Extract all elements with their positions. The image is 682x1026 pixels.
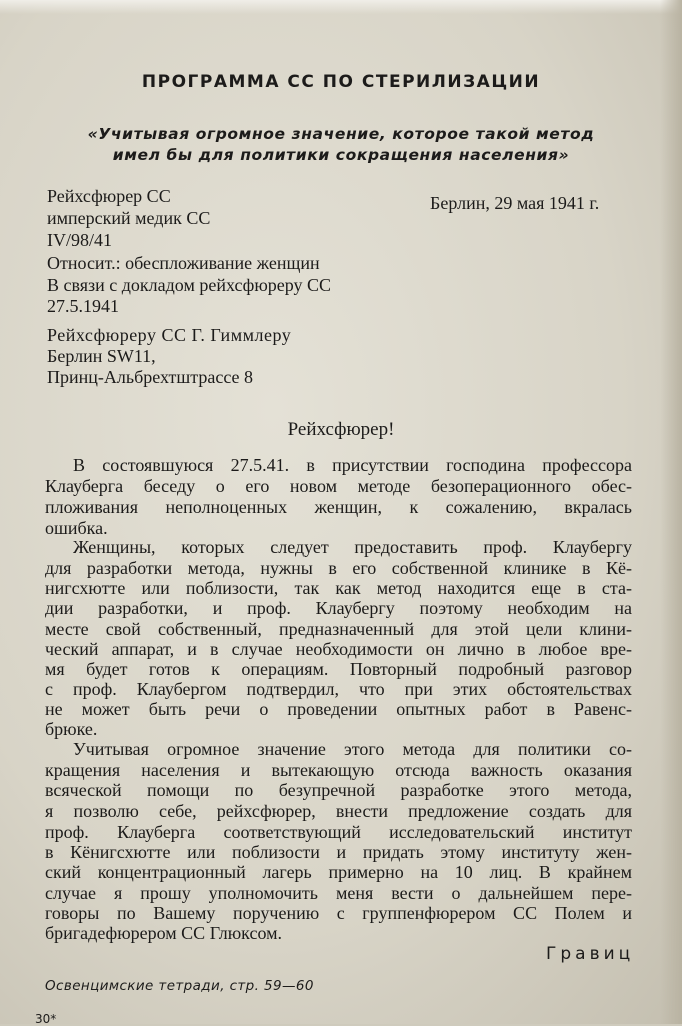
body-line: Клауберга беседу о его новом методе безоперационного обес- — [45, 476, 632, 496]
source-citation: Освенцимские тетради, стр. 59—60 — [45, 978, 314, 994]
sender-line: Рейхсфюрер СС — [47, 186, 171, 206]
body-line: брюке. — [45, 719, 98, 739]
body-line: дии разработки, и проф. Клаубергу поэтому необходим на — [45, 598, 632, 618]
body-line: Учитывая огромное значение этого метода для политики со- — [73, 739, 632, 759]
body-line: бригадефюрером СС Глюксом. — [45, 923, 283, 943]
body-line: нигсхютте или поблизости, так как метод находится еще в ста- — [45, 578, 632, 598]
recipient-line: Принц-Альбрехтштрассе 8 — [47, 367, 254, 387]
reference-line: 27.5.1941 — [47, 296, 119, 316]
recipient-line: Рейхсфюреру СС Г. Гиммлеру — [47, 325, 292, 345]
body-line: кращения населения и вытекающую отсюда важность оказания — [45, 760, 632, 780]
body-line: Женщины, которых следует предоставить проф. Клаубергу — [73, 537, 632, 557]
sender-line: имперский медик СС — [47, 208, 211, 228]
page-right-shadow — [660, 0, 682, 1024]
body-line: В состоявшуюся 27.5.41. в присутствии господина профессора — [73, 455, 632, 475]
body-line: мя будет готов к операциям. Повторный подробный разговор — [45, 659, 632, 679]
body-line: для разработки метода, нужны в его собственной клинике в Кё- — [45, 558, 632, 578]
body-line: не может быть речи о проведении опытных работ в Равенс- — [45, 699, 632, 719]
body-line: месте свой собственный, предназначенный для этой цели клини- — [45, 619, 632, 639]
body-line: проф. Клауберга соответствующий исследовательский институт — [45, 822, 632, 842]
body-line: всяческой помощи по безупречной разработке этого метода, — [45, 780, 632, 800]
body-line: я позволю себе, рейхсфюрер, внести предложение создать для — [45, 801, 632, 821]
sender-line: IV/98/41 — [47, 230, 112, 250]
page-number: 30* — [35, 1012, 57, 1026]
body-line: говоры по Вашему поручению с группенфюрером СС Полем и — [45, 903, 632, 923]
recipient-line: Берлин SW11, — [47, 346, 156, 366]
body-line: случае я прошу уполномочить меня вести о дальнейшем пере- — [45, 883, 632, 903]
body-line: пложивания неполноценных женщин, к сожалению, вкралась — [45, 497, 632, 517]
document-subtitle — [30, 124, 652, 166]
reference-line: Относит.: обеспложивание женщин — [47, 253, 320, 273]
page-top-edge — [0, 0, 682, 14]
document-title: ПРОГРАММА СС ПО СТЕРИЛИЗАЦИИ — [141, 72, 541, 92]
body-line: ский концентрационный лагерь примерно на 10 лиц. В крайнем — [45, 862, 632, 882]
body-line: ческий аппарат, и в случае необходимости он лично в любое вре- — [45, 639, 632, 659]
body-line: ошибка. — [45, 518, 108, 538]
reference-line: В связи с докладом рейхсфюреру СС — [47, 275, 332, 295]
body-line: в Кёнигсхютте или поблизости и придать этому институту жен- — [45, 842, 632, 862]
subtitle-line: «Учитывая огромное значение, которое такой метод — [87, 125, 595, 143]
body-line: с проф. Клаубергом подтвердил, что при этих обстоятельствах — [45, 679, 632, 699]
subtitle-line: имел бы для политики сокращения населения» — [112, 146, 570, 164]
signature: Гравиц — [546, 944, 635, 964]
greeting: Рейхсфюрер! — [287, 419, 395, 440]
letter-date: Берлин, 29 мая 1941 г. — [430, 193, 600, 213]
